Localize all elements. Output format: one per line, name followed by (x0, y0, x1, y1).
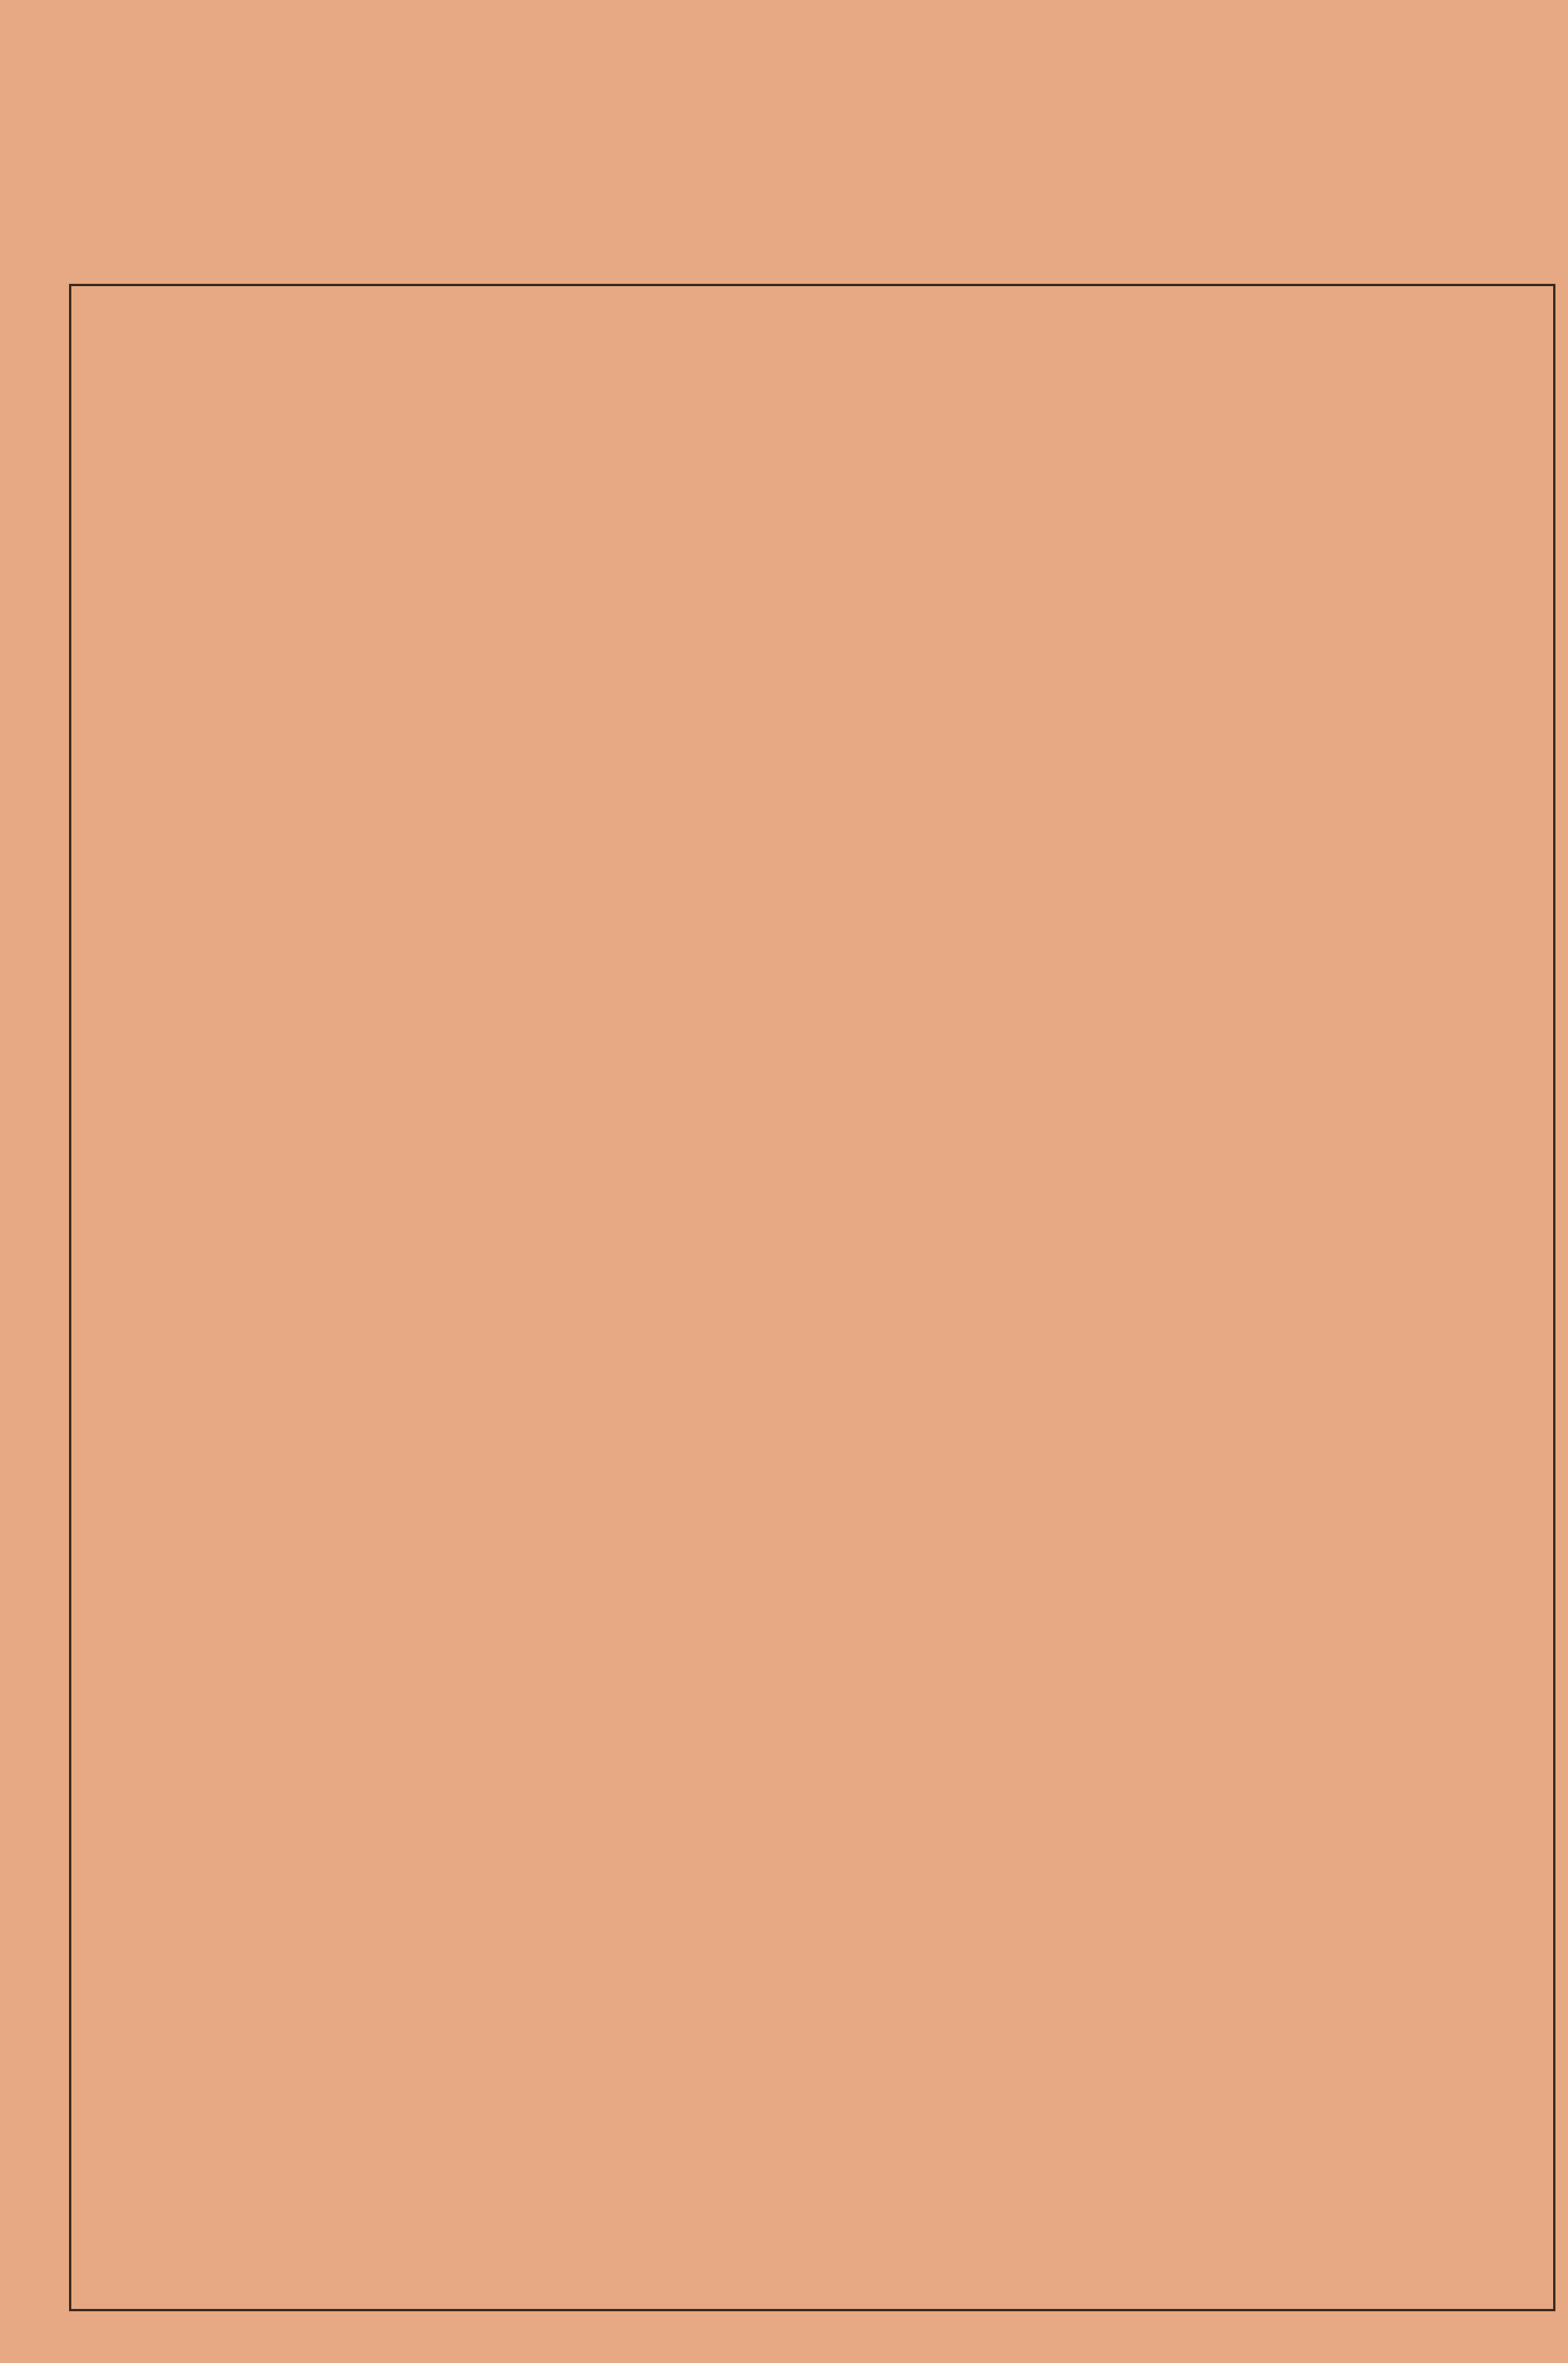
main-frame (69, 284, 1555, 2311)
issue-date (1524, 220, 1537, 258)
